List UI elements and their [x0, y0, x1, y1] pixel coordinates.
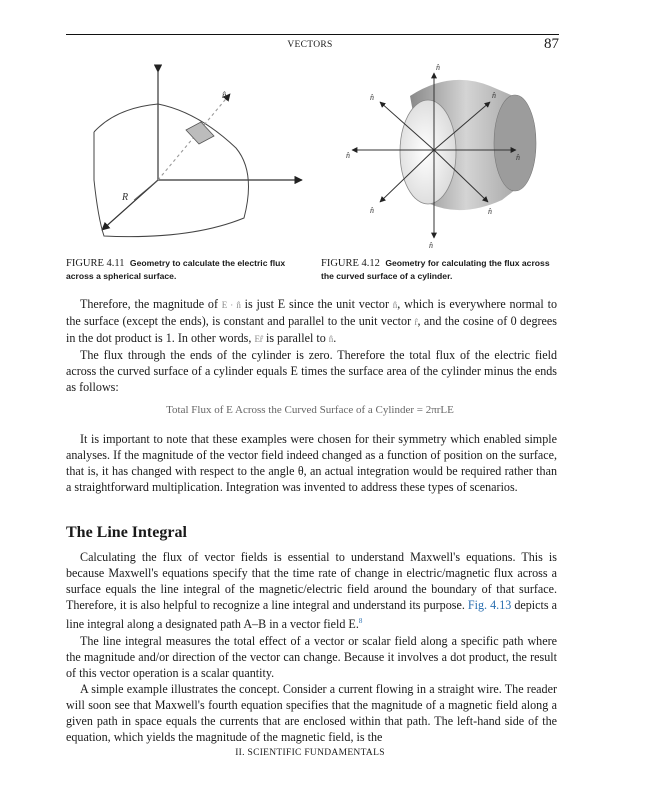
inline-equation: Er̂	[254, 334, 263, 345]
figure-reference-link[interactable]: Fig. 4.13	[467, 598, 512, 613]
footnote-reference[interactable]: 8	[358, 617, 363, 626]
paragraph: The line integral measures the total effect of a vector or scalar field along a specific path where the magnitude and/or direction of the vector can change. Because it involves a dot product, the result of this vector operation is a scalar quantity.	[66, 633, 557, 680]
cyl-normal-lower-right: n̂	[488, 207, 492, 216]
display-equation: Total Flux of E Across the Curved Surface of a Cylinder = 2πrLE	[166, 404, 454, 416]
body-block-2	[66, 431, 557, 495]
paragraph: The flux through the ends of the cylinder is zero. Therefore the total flux of the electric field across the curved surface of a cylinder equals E times the surface area of the cylinder minus the ends as follows:	[66, 348, 557, 395]
caption-text: Geometry to calculate the electric flux across a spherical surface.	[66, 258, 286, 282]
caption-text: Geometry for calculating the flux across the curved surface of a cylinder.	[321, 258, 550, 282]
header-rule	[66, 34, 559, 35]
figure-4-12-cylinder-diagram	[330, 58, 560, 253]
page-number: 87	[544, 36, 559, 52]
inline-equation: n̂	[328, 334, 334, 345]
sphere-normal-label: n̂	[222, 90, 227, 100]
cyl-normal-lower-left: n̂	[370, 206, 374, 215]
cyl-normal-bottom: n̂	[429, 241, 433, 250]
paragraph: It is important to note that these examples were chosen for their symmetry which enabled simple analyses. If the magnitude of the vector field indeed changed as a function of position on the surface, that is, it has changed with respect to the angle θ, an actual integration would be required rather than a straightforward multiplication. Integration was invented to address these types of scenarios.	[66, 432, 557, 495]
running-header: VECTORS	[287, 40, 333, 50]
section-heading: The Line Integral	[66, 524, 187, 541]
cyl-normal-upper-left: n̂	[370, 93, 374, 102]
body-block-1	[66, 296, 557, 396]
cyl-normal-upper-right: n̂	[492, 91, 496, 100]
inline-equation: n̂	[392, 300, 398, 310]
running-footer: II. SCIENTIFIC FUNDAMENTALS	[235, 748, 385, 758]
caption-label: FIGURE 4.12	[321, 258, 380, 269]
inline-equation: E · n̂	[221, 300, 241, 310]
paragraph: Therefore, the magnitude of E · n̂ is just E since the unit vector n̂, which is everywhere normal to the surface (except the ends), is constant and parallel to the unit vector r̂, and the cosine of 0 degrees in the dot product is 1. In other words, Er̂ is parallel to n̂.	[66, 297, 557, 346]
figure-4-12-caption	[321, 257, 557, 282]
body-block-3	[66, 549, 557, 745]
inline-equation: r̂	[414, 317, 418, 328]
sphere-radius-label: R	[122, 192, 129, 203]
paragraph: A simple example illustrates the concept. Consider a current flowing in a straight wire. The reader will soon see that Maxwell's fourth equation specifies that the magnitude of a magnetic field along a given path in space equals the currents that are enclosed within that path. The left-hand side of the equation, which yields the magnitude of the magnetic field, is the	[66, 681, 557, 745]
paragraph: Calculating the flux of vector fields is essential to understand Maxwell's equations. This is because Maxwell's equations specify that the time rate of change in electric/magnetic flux across a surface equals the line integral of the magnetic/electric field around the boundary of that surface. Therefore, it is also helpful to recognize a line integral and understand its purpose. Fig. 4.13 depicts a line integral along a designated path A–B in a vector field E.$^8$	[66, 550, 558, 632]
caption-label: FIGURE 4.11	[66, 258, 125, 269]
cyl-normal-top: n̂	[436, 63, 440, 72]
figure-4-11-sphere-diagram	[70, 60, 320, 250]
cyl-normal-left: n̂	[346, 151, 350, 160]
figure-4-11-caption	[66, 257, 302, 282]
cyl-normal-right: n̂	[516, 153, 520, 162]
